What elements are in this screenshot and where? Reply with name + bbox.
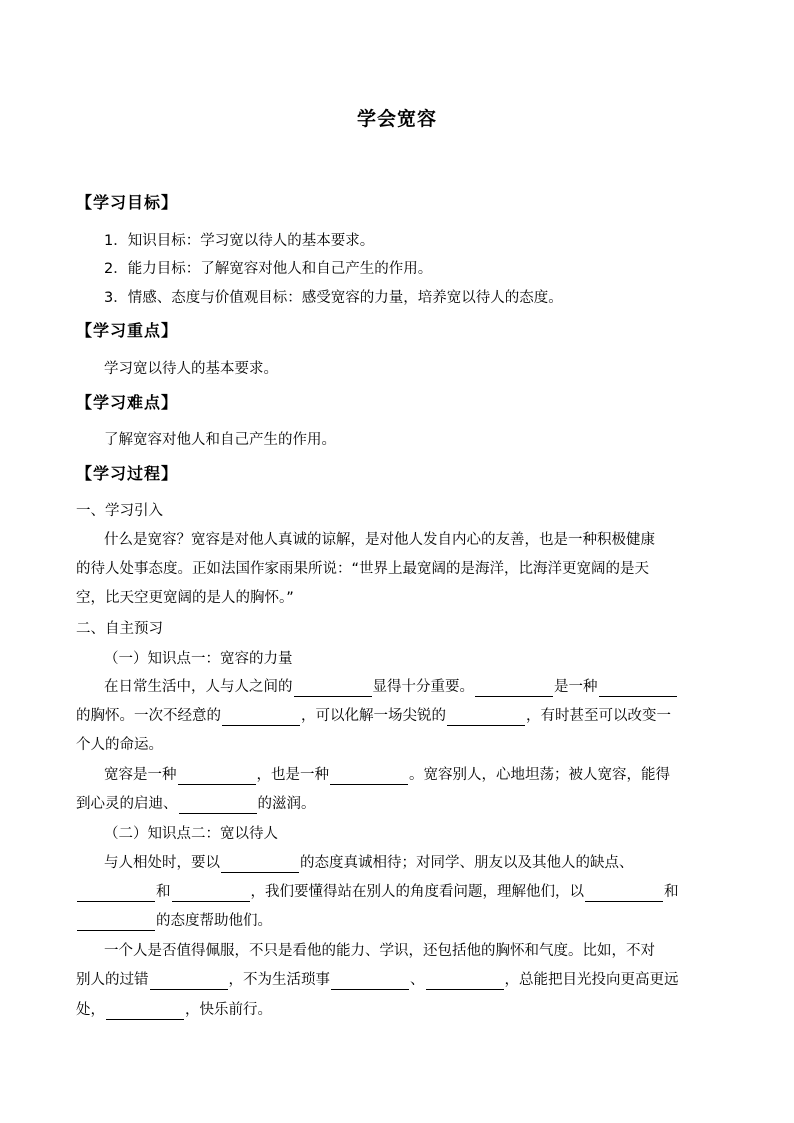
difficulty-heading: 【学习难点】 <box>76 393 179 412</box>
point2-line-1 <box>104 853 634 873</box>
point1-line-4 <box>104 765 670 785</box>
text-segment: 在日常生活中，人与人之间的 <box>104 679 293 695</box>
fill-blank[interactable] <box>179 798 257 814</box>
key-point-text: 学习宽以待人的基本要求。 <box>104 361 278 377</box>
fill-blank[interactable] <box>447 710 525 726</box>
text-segment: ，有时甚至可以改变一 <box>526 708 671 724</box>
objective-item-1: 1．知识目标：学习宽以待人的基本要求。 <box>104 233 375 249</box>
fill-blank[interactable] <box>331 974 409 990</box>
preview-heading: 二、自主预习 <box>76 621 163 637</box>
text-segment: ，总能把目光投向更高更远 <box>504 972 679 988</box>
point2-heading: （二）知识点二：宽以待人 <box>104 826 278 842</box>
text-segment: 显得十分重要。 <box>372 679 474 695</box>
point2-line-6 <box>76 1000 272 1020</box>
text-segment: 和 <box>664 884 679 900</box>
point1-line-5 <box>76 794 316 814</box>
fill-blank[interactable] <box>172 886 250 902</box>
key-point-heading: 【学习重点】 <box>76 321 179 340</box>
point1-line-1 <box>104 677 678 697</box>
point2-line-2 <box>76 882 679 902</box>
fill-blank[interactable] <box>77 915 155 931</box>
text-segment: 的滋润。 <box>257 796 316 812</box>
fill-blank[interactable] <box>330 769 408 785</box>
fill-blank[interactable] <box>294 681 372 697</box>
text-segment: 和 <box>156 884 171 900</box>
text-segment: 别人的过错 <box>76 972 149 988</box>
point2-line-5 <box>76 970 679 990</box>
intro-line-1: 什么是宽容？宽容是对他人真诚的谅解，是对他人发自内心的友善，也是一种积极健康 <box>104 532 655 548</box>
text-segment: 到心灵的启迪、 <box>76 796 178 812</box>
fill-blank[interactable] <box>221 857 299 873</box>
text-segment: 宽容是一种 <box>104 767 177 783</box>
fill-blank[interactable] <box>475 681 553 697</box>
text-segment: 与人相处时，要以 <box>104 855 220 871</box>
text-segment: 的胸怀。一次不经意的 <box>76 708 221 724</box>
fill-blank[interactable] <box>599 681 677 697</box>
point2-line-3 <box>76 911 272 931</box>
text-segment: 的态度帮助他们。 <box>156 913 272 929</box>
text-segment: 。宽容别人，心地坦荡；被人宽容，能得 <box>409 767 670 783</box>
point2-line-4: 一个人是否值得佩服，不只是看他的能力、学识，还包括他的胸怀和气度。比如，不对 <box>104 943 655 959</box>
fill-blank[interactable] <box>222 710 300 726</box>
intro-line-3: 空，比天空更宽阔的是人的胸怀。” <box>76 590 294 606</box>
text-segment: ，不为生活琐事 <box>228 972 330 988</box>
point1-line-2 <box>76 706 671 726</box>
text-segment: 是一种 <box>554 679 598 695</box>
text-segment: 处， <box>76 1002 105 1018</box>
difficulty-text: 了解宽容对他人和自己产生的作用。 <box>104 432 336 448</box>
fill-blank[interactable] <box>585 886 663 902</box>
point1-heading: （一）知识点一：宽容的力量 <box>104 651 293 667</box>
fill-blank[interactable] <box>426 974 504 990</box>
fill-blank[interactable] <box>150 974 228 990</box>
text-segment: 、 <box>410 972 425 988</box>
intro-line-2: 的待人处事态度。正如法国作家雨果所说：“世界上最宽阔的是海洋，比海洋更宽阔的是天 <box>76 561 650 577</box>
objective-item-2: 2．能力目标：了解宽容对他人和自己产生的作用。 <box>104 261 433 277</box>
text-segment: 的态度真诚相待；对同学、朋友以及其他人的缺点、 <box>300 855 634 871</box>
fill-blank[interactable] <box>178 769 256 785</box>
text-segment: ，我们要懂得站在别人的角度看问题，理解他们，以 <box>250 884 584 900</box>
objective-item-3: 3．情感、态度与价值观目标：感受宽容的力量，培养宽以待人的态度。 <box>104 290 563 306</box>
fill-blank[interactable] <box>106 1004 184 1020</box>
objectives-heading: 【学习目标】 <box>76 193 179 212</box>
page-title: 学会宽容 <box>356 108 437 130</box>
fill-blank[interactable] <box>77 886 155 902</box>
text-segment: ，可以化解一场尖锐的 <box>301 708 446 724</box>
process-heading: 【学习过程】 <box>76 464 179 483</box>
intro-heading: 一、学习引入 <box>76 503 163 519</box>
text-segment: ，也是一种 <box>256 767 329 783</box>
point1-line-3: 个人的命运。 <box>76 737 163 753</box>
text-segment: ，快乐前行。 <box>185 1002 272 1018</box>
